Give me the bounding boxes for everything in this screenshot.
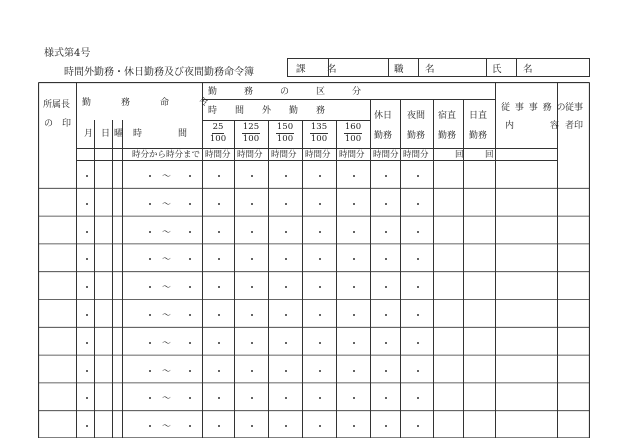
row-dot [285,370,287,372]
row-dot [218,175,220,177]
col-weekday: 曜 [114,129,124,139]
row-dot [353,175,355,177]
row-dot [86,342,88,344]
row-dot [353,342,355,344]
row-dot [189,342,191,344]
row-dot [417,175,419,177]
row-dot [251,370,253,372]
col-work-category: 勤 務 の 区 分 [208,87,362,97]
row-dot [218,342,220,344]
col-day-duty-2: 勤務 [469,131,488,141]
rate-denominator: 100 [209,134,227,144]
row-dot [86,175,88,177]
row-dot [285,342,287,344]
row-dot [149,175,151,177]
unit-hours-minutes: 時間分 [271,150,297,160]
col-night: 夜間 [407,111,426,121]
row-dot [251,203,253,205]
position-label: 職 名 [394,64,441,75]
unit-time-range: 時分から時分まで [132,150,201,160]
row-dot [385,231,387,233]
header-fields [287,58,590,77]
rate-numerator: 135 [310,122,328,132]
col-day-duty: 日直 [469,111,488,121]
col-night-2: 勤務 [407,131,426,141]
unit-hours-minutes: 時間分 [237,150,263,160]
col-overtime: 時 間 外 勤 務 [208,106,326,116]
col-holiday: 休日 [374,111,393,121]
position-field[interactable] [418,59,486,76]
row-dot [149,342,151,344]
row-dot [285,314,287,316]
row-dot [319,314,321,316]
row-dot [417,286,419,288]
row-dot [417,203,419,205]
section-field[interactable] [328,59,388,76]
row-dot [285,231,287,233]
row-dot [353,231,355,233]
row-dot [319,203,321,205]
row-dot [417,425,419,427]
section-label: 課 名 [296,64,343,75]
form-number: 様式第4号 [44,48,91,59]
unit-hours-minutes: 時間分 [339,150,365,160]
col-affiliation-chief: 所属長 [43,100,71,110]
row-tilde: 〜 [162,338,172,349]
col-night-duty: 宿直 [438,111,457,121]
row-dot [218,314,220,316]
rate-numerator: 150 [276,122,294,132]
rate-denominator: 100 [310,134,328,144]
row-dot [319,370,321,372]
row-dot [251,314,253,316]
row-dot [319,231,321,233]
col-holiday-2: 勤務 [374,131,393,141]
row-tilde: 〜 [162,422,172,433]
row-dot [189,175,191,177]
row-dot [149,231,151,233]
col-work-content-2: 内 容 [505,121,560,131]
row-dot [385,314,387,316]
col-worker-seal: 従事 [565,103,584,113]
row-dot [319,175,321,177]
name-field[interactable] [516,59,591,76]
row-dot [189,203,191,205]
order-table [38,82,590,442]
rate-numerator: 125 [242,122,260,132]
row-dot [86,231,88,233]
row-dot [385,175,387,177]
rate-135-percent [302,122,336,145]
row-dot [86,370,88,372]
row-dot [319,342,321,344]
row-dot [251,342,253,344]
col-work-order: 勤 務 命 令 [82,98,213,108]
row-tilde: 〜 [162,394,172,405]
row-dot [353,203,355,205]
row-dot [417,370,419,372]
form-title: 時間外勤務・休日勤務及び夜間勤務命令簿 [64,67,254,78]
row-dot [353,314,355,316]
row-dot [86,314,88,316]
row-tilde: 〜 [162,227,172,238]
col-night-duty-2: 勤務 [438,131,457,141]
col-month: 月 [84,129,94,139]
row-dot [285,175,287,177]
row-dot [417,342,419,344]
unit-hours-minutes: 時間分 [373,150,399,160]
row-tilde: 〜 [162,171,172,182]
row-tilde: 〜 [162,366,172,377]
row-dot [218,370,220,372]
row-dot [417,231,419,233]
rate-denominator: 100 [276,134,294,144]
row-dot [189,231,191,233]
row-tilde: 〜 [162,283,172,294]
row-dot [385,342,387,344]
rate-numerator: 160 [344,122,362,132]
row-dot [189,314,191,316]
rate-numerator: 25 [212,122,224,132]
col-seal: の 印 [44,119,72,129]
row-dot [149,370,151,372]
name-label: 氏 名 [492,64,539,75]
row-dot [285,203,287,205]
col-worker-seal-2: 者印 [565,121,584,131]
row-tilde: 〜 [162,310,172,321]
rate-150-percent [268,122,302,145]
row-dot [218,203,220,205]
row-dot [86,203,88,205]
row-tilde: 〜 [162,255,172,266]
row-dot [189,370,191,372]
col-time: 時 間 [133,129,188,139]
unit-hours-minutes: 時間分 [403,150,429,160]
unit-hours-minutes: 時間分 [305,150,331,160]
row-dot [417,314,419,316]
row-dot [385,370,387,372]
row-dot [251,175,253,177]
row-dot [385,203,387,205]
rate-160-percent [336,122,370,145]
row-dot [353,370,355,372]
rate-denominator: 100 [344,134,362,144]
unit-times: 回 [485,150,494,160]
row-dot [251,231,253,233]
rate-125-percent [234,122,268,145]
row-tilde: 〜 [162,199,172,210]
row-dot [149,314,151,316]
row-dot [149,203,151,205]
rate-denominator: 100 [242,134,260,144]
row-dot [218,231,220,233]
rate-25-percent [202,122,234,145]
col-work-content: 従 事 事 務 の [501,103,567,113]
unit-hours-minutes: 時間分 [205,150,231,160]
unit-times: 回 [455,150,464,160]
col-day: 日 [101,129,111,139]
